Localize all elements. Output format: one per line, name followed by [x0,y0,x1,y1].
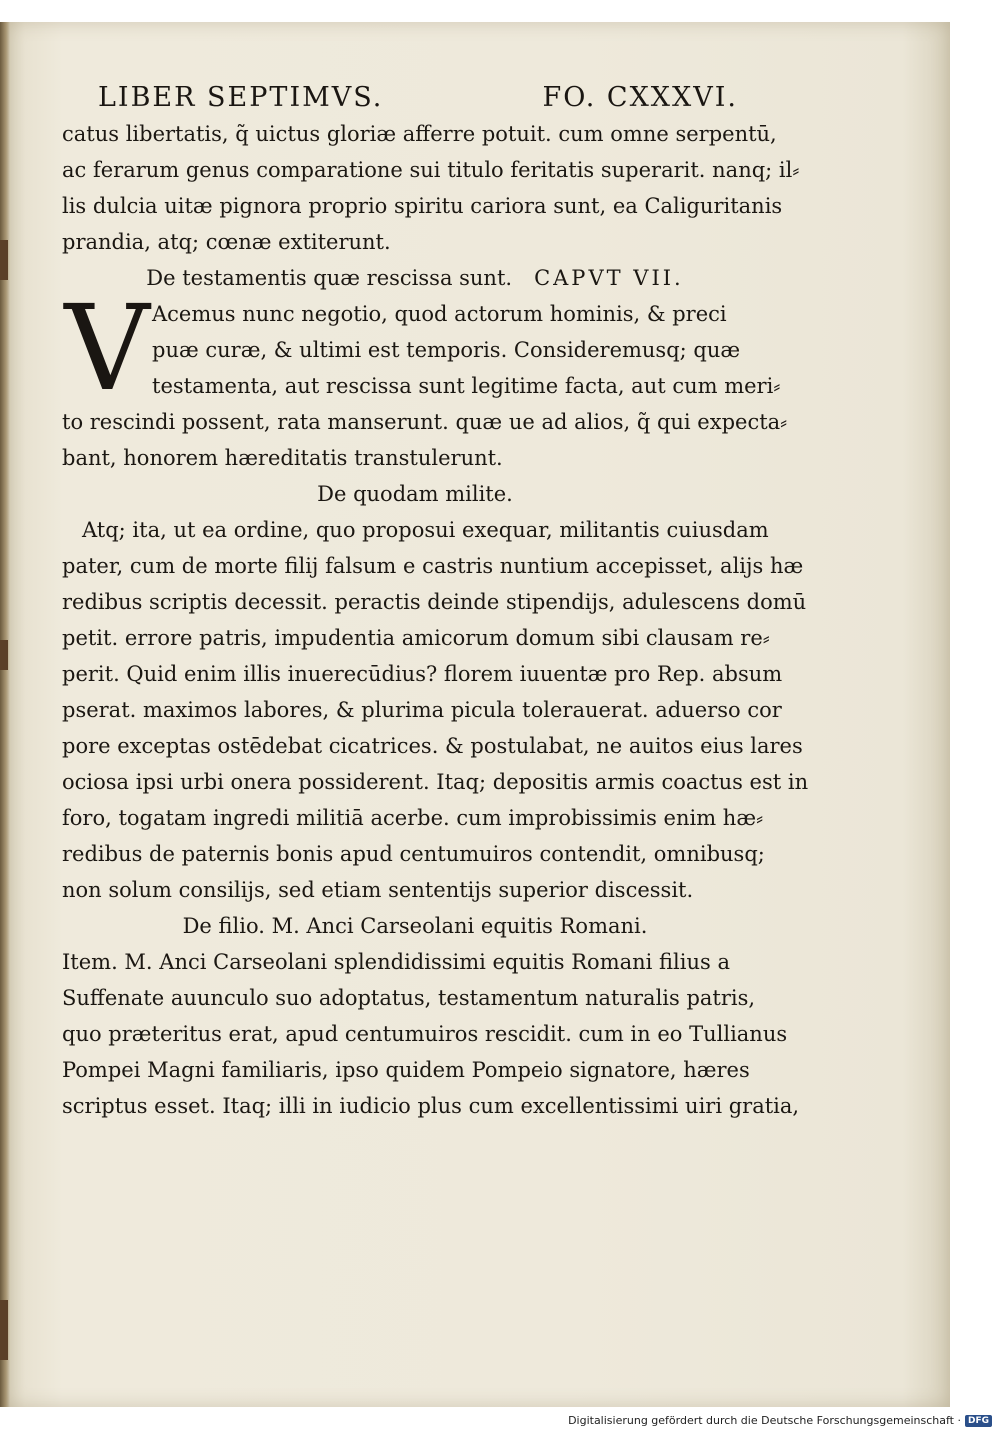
text-line: quo præteritus erat, apud centumuiros rescidit. cum in eo Tullianus [62,1022,788,1046]
book-spine-edge [0,22,10,1407]
drop-cap-initial: V [64,279,150,417]
text-line: petit. errore patris, impudentia amicorum domum sibi clausam re⸗ [62,626,770,650]
spine-stain [0,1300,8,1360]
text-line: pore exceptas ostēdebat cicatrices. & postulabat, ne auitos eius lares [62,734,803,758]
text-line: scriptus esset. Itaq; illi in iudicio plus cum excellentissimi uiri gratia, [62,1094,800,1118]
text-line: pater, cum de morte filij falsum e castris nuntium accepisset, alijs hæ [62,554,804,578]
spine-stain [0,640,8,670]
chapter-heading [62,260,768,296]
text-line: foro, togatam ingredi militiā acerbe. cum improbissimis enim hæ⸗ [62,806,764,830]
dfg-logo: DFG [965,1415,992,1427]
text-line: ociosa ipsi urbi onera possiderent. Itaq; depositis armis coactus est in [62,770,809,794]
text-line: redibus scriptis decessit. peractis deinde stipendijs, adulescens domū [62,590,807,614]
chapter-number: CAPVT VII. [534,266,684,290]
paragraph-continuation [62,116,800,260]
text-line: bant, honorem hæreditatis transtulerunt. [62,446,503,470]
running-head-folio-number: FO. CXXXVI. [542,82,738,113]
running-head-book-title: LIBER SEPTIMVS. [98,82,384,113]
text-line: prandia, atq; cœnæ extiterunt. [62,230,391,254]
text-line: perit. Quid enim illis inuerecūdius? florem iuuentæ pro Rep. absum [62,662,783,686]
spine-stain [0,240,8,280]
text-line: testamenta, aut rescissa sunt legitime facta, aut cum meri⸗ [152,374,781,398]
text-line: Pompei Magni familiaris, ipso quidem Pompeio signatore, hæres [62,1058,750,1082]
text-line: to rescindi possent, rata manserunt. quæ ue ad alios, q̃ qui expecta⸗ [62,410,788,434]
text-line: ac ferarum genus comparatione sui titulo feritatis superarit. nanq; il⸗ [62,158,800,182]
chapter-paragraph [62,279,788,476]
section-paragraph [62,944,800,1124]
section-heading: De quodam milite. [317,482,513,506]
chapter-title: De testamentis quæ rescissa sunt. [146,266,513,290]
text-line: puæ curæ, & ultimi est temporis. Consideremusq; quæ [152,338,741,362]
text-line: catus libertatis, q̃ uictus gloriæ afferre potuit. cum omne serpentū, [62,122,777,146]
text-line: redibus de paternis bonis apud centumuiros contendit, omnibusq; [62,842,765,866]
digitization-credit [568,1414,992,1427]
text-line: lis dulcia uitæ pignora proprio spiritu cariora sunt, ea Caliguritanis [62,194,783,218]
text-line: non solum consilijs, sed etiam sententijs superior discessit. [62,878,694,902]
section-heading: De filio. M. Anci Carseolani equitis Romani. [182,914,648,938]
main-text-block [62,116,809,1124]
text-line: Acemus nunc negotio, quod actorum hominis, & preci [152,302,727,326]
text-line: pserat. maximos labores, & plurima picula tolerauerat. aduerso cor [62,698,782,722]
text-line: Item. M. Anci Carseolani splendidissimi equitis Romani filius a [62,950,730,974]
text-line: Atq; ita, ut ea ordine, quo proposui exequar, militantis cuiusdam [82,518,769,542]
text-line: Suffenate auunculo suo adoptatus, testamentum naturalis patris, [62,986,756,1010]
section-paragraph [62,512,809,908]
credit-text: Digitalisierung gefördert durch die Deutsche Forschungsgemeinschaft · [568,1414,961,1427]
